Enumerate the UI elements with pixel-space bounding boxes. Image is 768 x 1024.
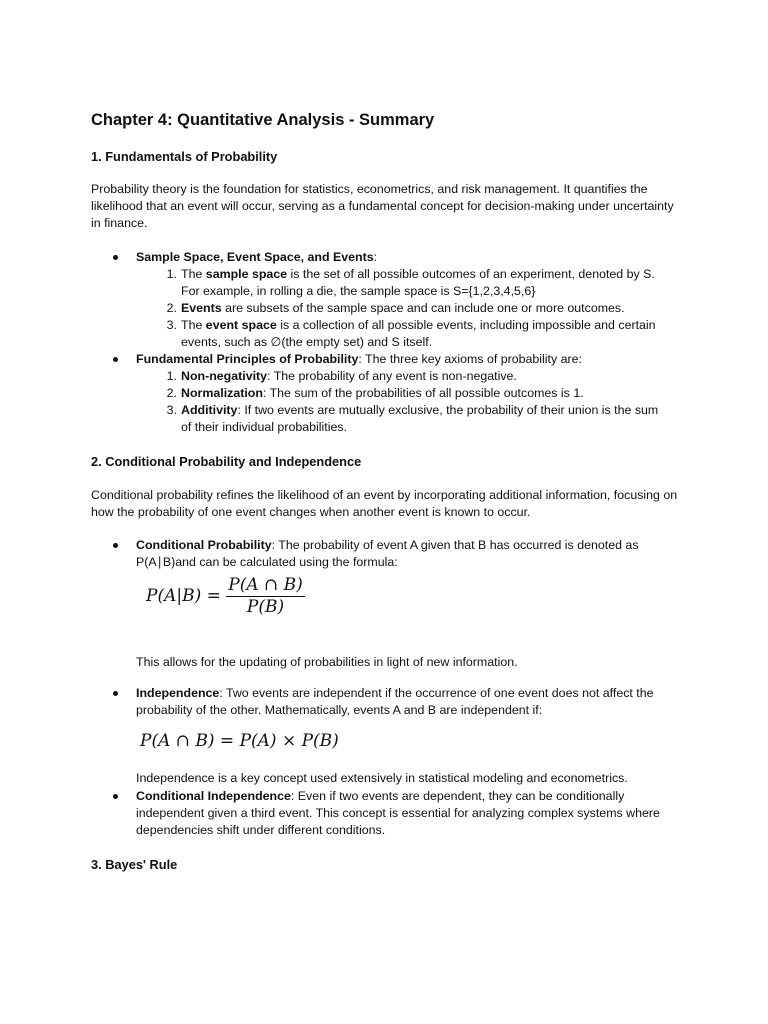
bullet-title: Sample Space, Event Space, and Events	[136, 250, 374, 264]
bullet-title: Independence	[136, 686, 220, 700]
bullet-title: Conditional Independence	[136, 789, 291, 803]
chapter-title: Chapter 4: Quantitative Analysis - Summary	[91, 111, 435, 129]
bullet-dot	[113, 255, 118, 260]
section-heading-conditional: 2. Conditional Probability and Independence	[91, 454, 362, 469]
section2-intro: Conditional probability refines the likelihood of an event by incorporating additional information, focusing on how the probability of one event changes when another event is known to occur.	[91, 488, 678, 519]
document-page: Chapter 4: Quantitative Analysis - Summary 1. Fundamentals of Probability Probability theory is the foundation for statistics, econometrics, and risk management. It quantifies the likelihood that an event will occur, serving as a fundamental concept for decision-making under uncertainty in finance. Sample Space, Event Space, and Events: 1. The sample space is the set of all possible outcomes of an experiment, denoted by S. For example, in rolling a die, the sample space is S={1,2,3,4,5,6} 2. Events are subsets of the sample space and can include one or more outcomes. 3. The event space is a collection of all possible events, including impossible and certain events, such as ∅(the empty set) and S itself. Fundamental Principles of Probability: The three key axioms of probability are: 1. Non-negativity: The probability of any event is non-negative. 2. Normalization: The sum of the probabilities of all possible outcomes is 1. 3. Additivity: If two events are mutually exclusive, the probability of their union is the sum of their individual probabilities. 2. Conditional Probability and Independence Conditional probability refines the likelihood of an event by incorporating additional information, focusing on how the probability of one event changes when another event is known to occur. Conditional Probability: The probability of event A given that B has occurred is denoted as P(A∣B)and can be calculated using the formula: P(A|B) = $\frac{P(A \cap B)}{P(B)}$ This allows for the updating of probabilities in light of new information. Independence: Two events are independent if the occurrence of one event does not affect the probability of the other. Mathematically, events A and B are independent if: P(A ∩ B) = P(A) × P(B) Independence is a key concept used extensively in statistical modeling and econometrics. Conditional Independence: Even if two events are dependent, they can be conditionally independent given a third event. This concept is essential for analyzing complex systems where dependencies shift under different conditions. 3. Bayes' Rule	[0, 0, 768, 1024]
bullet-dot	[113, 543, 118, 548]
section-heading-bayes: 3. Bayes' Rule	[91, 857, 178, 872]
bullet-dot	[113, 794, 118, 799]
bullet-title: Conditional Probability	[136, 538, 272, 552]
bullet-title: Fundamental Principles of Probability	[136, 352, 359, 366]
bullet-dot	[113, 357, 118, 362]
independence-formula: P(A ∩ B) = P(A) × P(B)	[140, 731, 339, 751]
section-heading-fundamentals: 1. Fundamentals of Probability	[91, 149, 278, 164]
independence-note: Independence is a key concept used extensively in statistical modeling and econometrics.	[136, 771, 628, 785]
bullet-dot	[113, 691, 118, 696]
section1-intro: Probability theory is the foundation for statistics, econometrics, and risk management. It quantifies the likelihood that an event will occur, serving as a fundamental concept for decision-making under uncertainty in finance.	[91, 182, 674, 230]
conditional-note: This allows for the updating of probabilities in light of new information.	[136, 655, 518, 669]
conditional-probability-formula: P(A|B) = $\frac{P(A \cap B)}{P(B)}$	[146, 575, 303, 617]
